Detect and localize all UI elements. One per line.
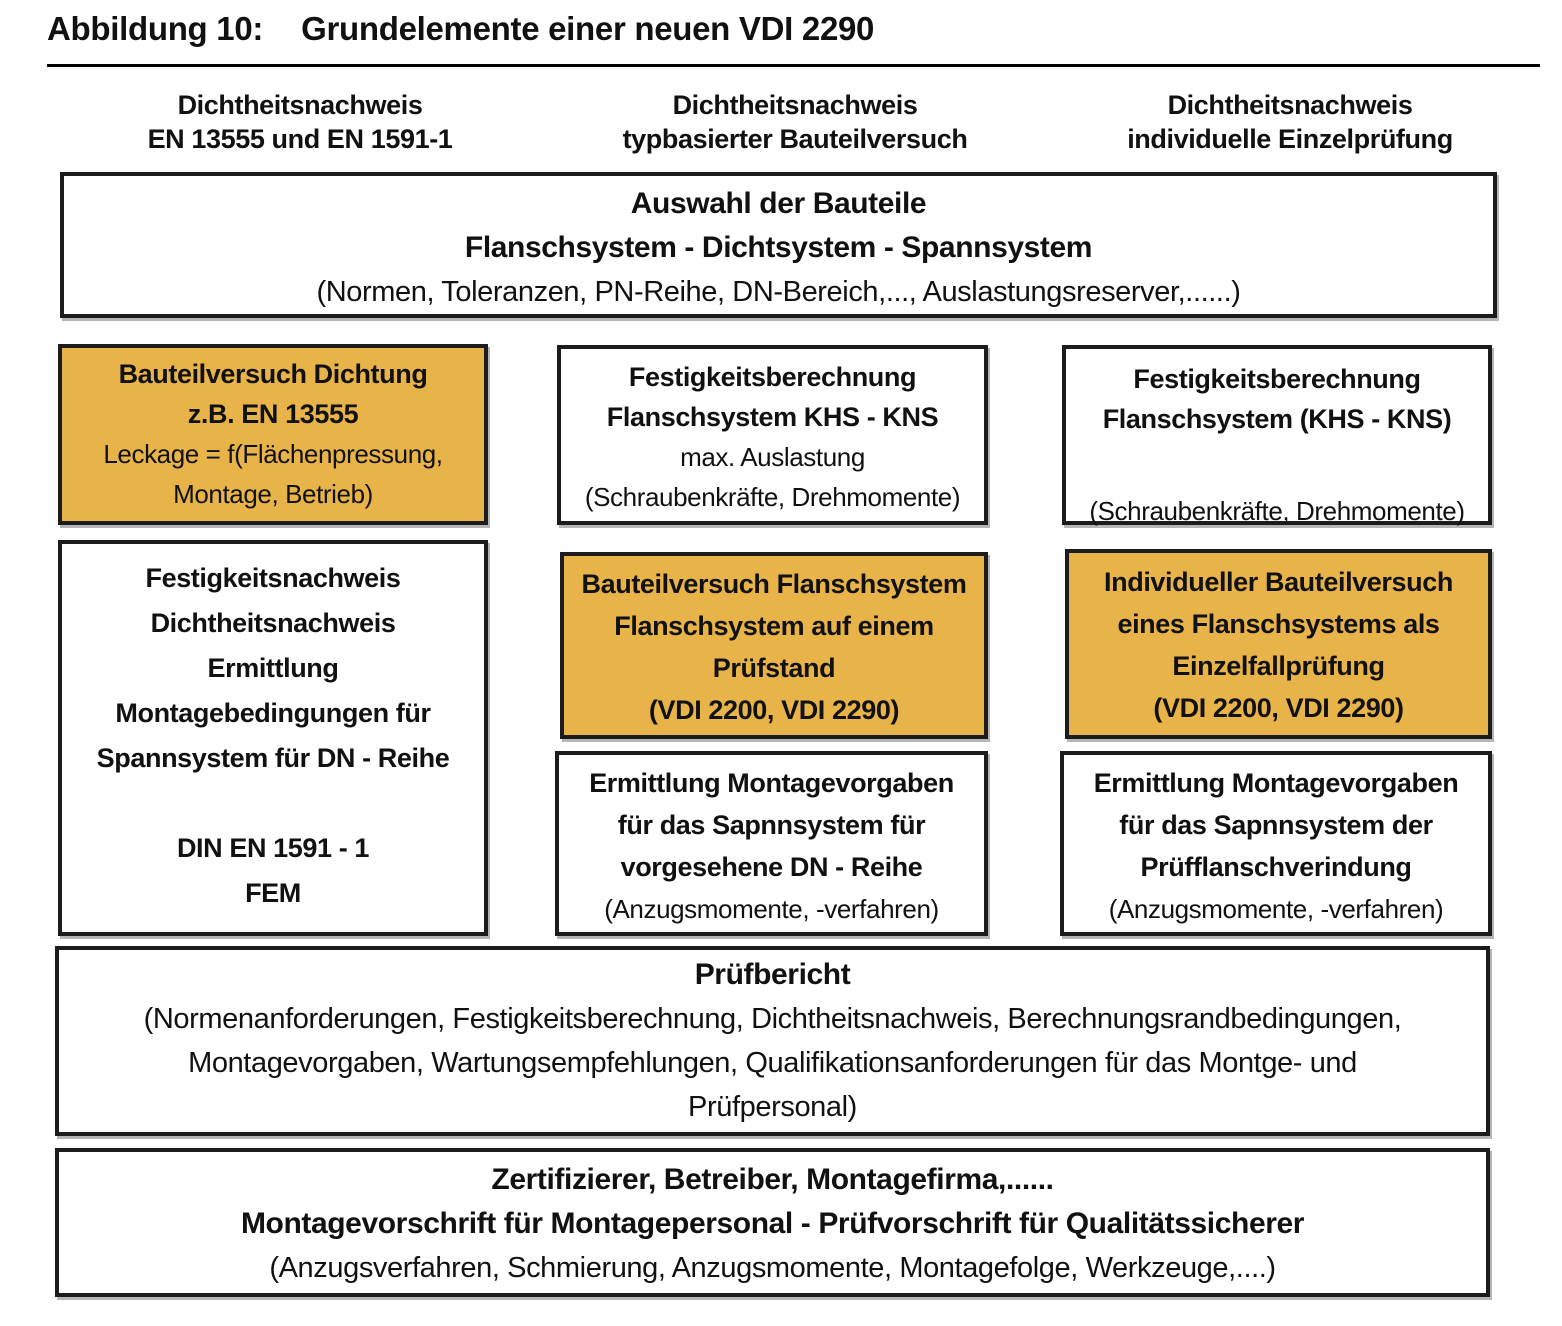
box-line: Montagevorschrift für Montagepersonal - Prüfvorschrift für Qualitätssicherer [240, 1207, 1305, 1240]
box-line: Ermittlung Montagevorgaben [589, 768, 954, 798]
montagevorgaben-pruefflansch-box [1060, 751, 1492, 936]
box-line: (VDI 2200, VDI 2290) [648, 695, 900, 725]
box-line: Spannsystem für DN - Reihe [96, 743, 450, 773]
box-line: (Normen, Toleranzen, PN-Reihe, DN-Bereich,..., Auslastungsreserver,......) [316, 276, 1241, 308]
box-line: (VDI 2200, VDI 2290) [1153, 693, 1404, 723]
box-line: Montage, Betrieb) [173, 479, 373, 509]
caption-rule [47, 64, 1540, 67]
box-line: Bauteilversuch Flanschsystem [581, 569, 967, 599]
box-line: (Anzugsmomente, -verfahren) [604, 894, 939, 924]
box-line: Individueller Bauteilversuch [1104, 567, 1453, 597]
pruefbericht-box [55, 946, 1490, 1136]
box-line: z.B. EN 13555 [187, 399, 359, 429]
column-header-line: typbasierter Bauteilversuch [622, 124, 968, 154]
box-line: Leckage = f(Flächenpressung, [103, 439, 443, 469]
box-line: (Anzugsverfahren, Schmierung, Anzugsmomente, Montagefolge, Werkzeuge,....) [269, 1252, 1276, 1284]
box-line: Ermittlung Montagevorgaben [1093, 768, 1459, 798]
box-line: Flanschsystem - Dichtsystem - Spannsystem [464, 231, 1093, 264]
bauteilversuch-dichtung-box [58, 344, 488, 525]
box-line: Zertifizierer, Betreiber, Montagefirma,...... [491, 1163, 1054, 1196]
box-line: Prüfbericht [694, 958, 851, 991]
auswahl-der-bauteile-box [60, 172, 1497, 318]
festigkeitsberechnung-khs-kns-klammer-box [1062, 345, 1492, 525]
box-line: (Normenanforderungen, Festigkeitsberechnung, Dichtheitsnachweis, Berechnungsrandbedingungen, [143, 1003, 1402, 1035]
column-header-line: individuelle Einzelprüfung [1127, 124, 1453, 154]
box-line: Ermittlung [207, 653, 339, 683]
column-header-line: Dichtheitsnachweis [672, 90, 918, 120]
box-line: Einzelfallprüfung [1172, 651, 1385, 681]
figure-caption [47, 10, 874, 48]
column-header-individuell [1075, 88, 1505, 156]
box-line: Prüfpersonal) [688, 1091, 857, 1123]
box-line: Prüfstand [712, 653, 836, 683]
box-line: Auswahl der Bauteile [630, 187, 927, 220]
box-line: Festigkeitsberechnung [1133, 364, 1421, 394]
box-line: Flanschsystem (KHS - KNS) [1102, 404, 1452, 434]
box-line: Festigkeitsnachweis [145, 563, 401, 593]
box-line: Dichtheitsnachweis [150, 608, 396, 638]
column-header-typbasiert [580, 88, 1010, 156]
individueller-bauteilversuch-box [1065, 549, 1492, 739]
figure-caption-label: Abbildung 10: [47, 10, 264, 47]
box-line: für das Sapnnsystem der [1119, 810, 1433, 840]
festigkeitsberechnung-khs-kns-box [557, 345, 988, 525]
column-header-line: Dichtheitsnachweis [177, 90, 423, 120]
box-line: Montagevorgaben, Wartungsempfehlungen, Qualifikationsanforderungen für das Montge- und [188, 1047, 1357, 1079]
montagevorgaben-dn-reihe-box [555, 751, 988, 936]
box-line: DIN EN 1591 - 1 [176, 833, 370, 863]
bauteilversuch-flanschsystem-box [560, 552, 988, 739]
box-line: Flanschsystem KHS - KNS [606, 402, 939, 432]
box-line: (Schraubenkräfte, Drehmomente) [1089, 496, 1465, 526]
box-line: max. Auslastung [680, 442, 865, 472]
column-header-line: Dichtheitsnachweis [1167, 90, 1413, 120]
box-line: Festigkeitsberechnung [628, 362, 917, 392]
column-header-en13555 [85, 88, 515, 156]
box-line: eines Flanschsystems als [1117, 609, 1440, 639]
festigkeitsnachweis-box [58, 540, 488, 936]
box-line: für das Sapnnsystem für [617, 810, 926, 840]
zertifizierer-betreiber-box [55, 1148, 1490, 1297]
figure-caption-title: Grundelemente einer neuen VDI 2290 [301, 10, 875, 47]
box-line: (Schraubenkräfte, Drehmomente) [584, 482, 961, 512]
column-header-line: EN 13555 und EN 1591-1 [147, 124, 453, 154]
box-line: Prüfflanschverindung [1140, 852, 1412, 882]
box-line: Flanschsystem auf einem [614, 611, 934, 641]
box-line: (Anzugsmomente, -verfahren) [1108, 894, 1444, 924]
box-line: Bauteilversuch Dichtung [118, 359, 428, 389]
box-line: vorgesehene DN - Reihe [620, 852, 923, 882]
box-line: FEM [245, 878, 301, 908]
box-line: Montagebedingungen für [115, 698, 431, 728]
